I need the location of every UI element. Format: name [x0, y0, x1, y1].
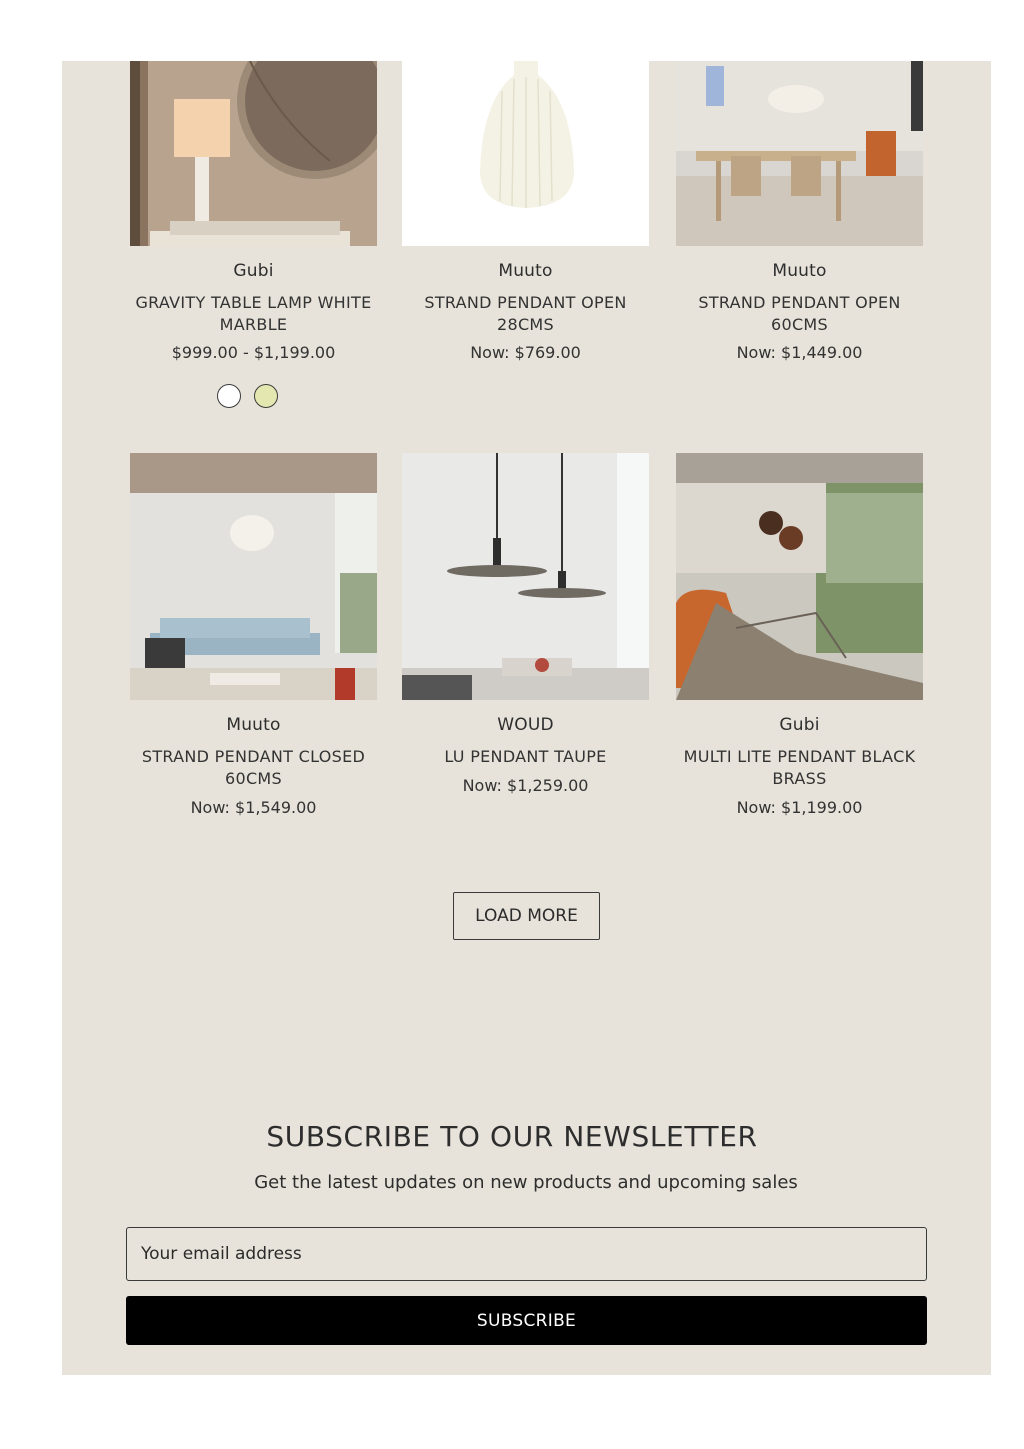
- product-card[interactable]: [130, 0, 377, 830]
- product-image[interactable]: [402, 453, 649, 700]
- product-price: Now: $769.00: [470, 343, 581, 362]
- product-price: Now: $1,199.00: [736, 798, 863, 817]
- product-brand: Muuto: [498, 261, 553, 281]
- product-brand: WOUD: [497, 715, 554, 735]
- product-title[interactable]: MULTI LITE PENDANT BLACK BRASS: [683, 747, 916, 788]
- product-image[interactable]: [130, 453, 377, 700]
- product-image[interactable]: [676, 453, 923, 700]
- product-price: $999.00 - $1,199.00: [171, 343, 336, 362]
- product-title[interactable]: STRAND PENDANT OPEN 28CMS: [424, 293, 627, 334]
- newsletter-subtitle: Get the latest updates on new products and upcoming sales: [254, 1172, 798, 1193]
- product-card[interactable]: [402, 0, 649, 830]
- product-title[interactable]: LU PENDANT TAUPE: [444, 747, 607, 766]
- product-title[interactable]: STRAND PENDANT CLOSED 60CMS: [141, 747, 366, 788]
- product-brand: Gubi: [779, 715, 820, 735]
- product-price: Now: $1,549.00: [190, 798, 317, 817]
- product-brand: Muuto: [772, 261, 827, 281]
- email-field[interactable]: [126, 1227, 927, 1281]
- product-title[interactable]: STRAND PENDANT OPEN 60CMS: [698, 293, 901, 334]
- product-price: Now: $1,259.00: [462, 776, 589, 795]
- subscribe-button[interactable]: SUBSCRIBE: [126, 1296, 927, 1345]
- product-title[interactable]: GRAVITY TABLE LAMP WHITE MARBLE: [135, 293, 372, 334]
- product-price: Now: $1,449.00: [736, 343, 863, 362]
- product-card[interactable]: [676, 0, 923, 830]
- newsletter-title: SUBSCRIBE TO OUR NEWSLETTER: [266, 1120, 758, 1153]
- product-brand: Gubi: [233, 261, 274, 281]
- product-brand: Muuto: [226, 715, 281, 735]
- load-more-button[interactable]: LOAD MORE: [453, 892, 600, 940]
